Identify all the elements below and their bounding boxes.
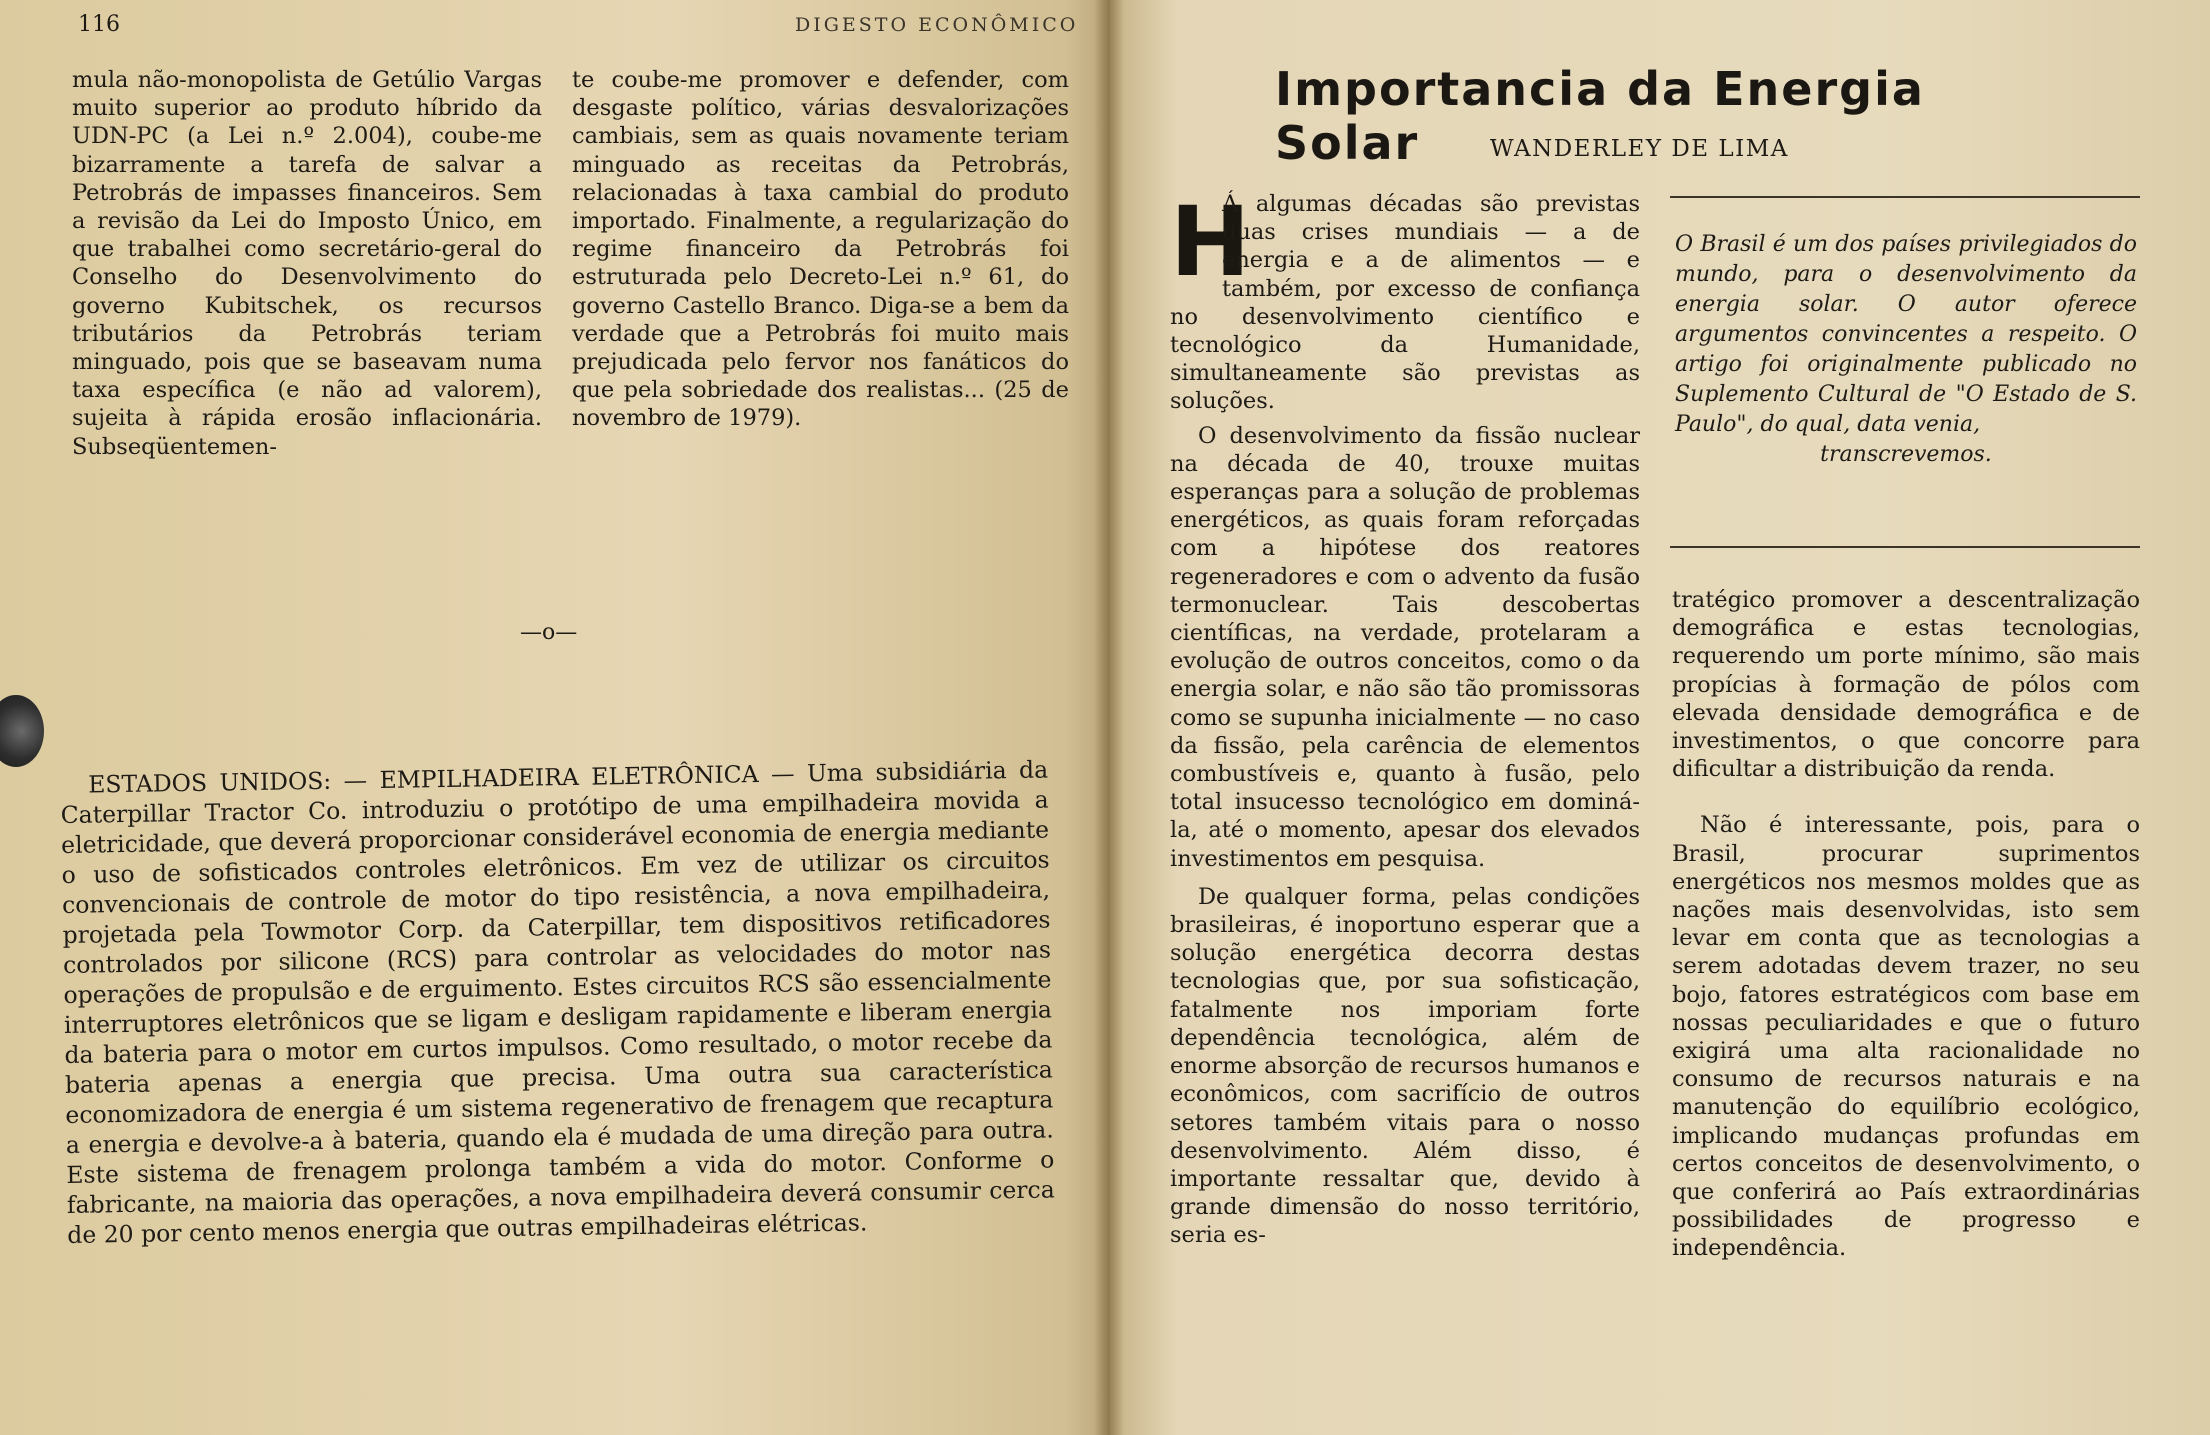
abstract-rule-top: [1670, 196, 2140, 198]
article-abstract-end: transcrevemos.: [1820, 442, 1992, 467]
article-paragraph-2: O desenvolvimento da fissão nuclear na década de 40, trouxe muitas esperanças para a solução de problemas energéticos, as quais foram reforçadas com a hipótese dos reatores regeneradores e com o advento da fusão termonuclear. Tais descobertas científicas, na verdade, protelaram a evolução de outros conceitos, como o da energia solar, e não são tão promissoras como se supunha inicialmente — no caso da fissão, pela carência de elementos combustíveis e, quanto à fusão, pelo total insucesso tecnológico em dominá-la, até o momento, apesar dos elevados investimentos em pesquisa.: [1170, 422, 1640, 872]
article-author: WANDERLEY DE LIMA: [1490, 136, 1789, 162]
article-paragraph-1: [1170, 186, 1640, 416]
article-paragraph-1-text: Á algumas décadas são previstas duas crises mundiais — a de energia e a de alimentos — e também, por excesso de confiança no desenvolvimento científico e tecnológico da Humanidade, simultaneamente são previstas as soluções.: [1170, 191, 1640, 415]
book-spine: [1094, 0, 1124, 1435]
left-column-2: [572, 66, 1069, 433]
binder-hole: [0, 695, 44, 767]
news-item-text: ESTADOS UNIDOS: — EMPILHADEIRA ELETRÔNICA — Uma subsidiária da Caterpillar Tractor Co. introduziu o protótipo de uma empilhadeira movida a eletricidade, que deverá proporcionar considerável economia de energia mediante o uso de sofisticados controles eletrônicos. Em vez de utilizar os circuitos convencionais de controle de motor do tipo resistência, a nova empilhadeira, projetada pela Towmotor Corp. da Caterpillar, tem dispositivos retificadores controlados por silicone (RCS) para controlar as velocidades do motor nas operações de propulsão e de erguimento. Estes circuitos RCS são essencialmente interruptores eletrônicos que se ligam e desligam rapidamente e liberam energia da bateria para o motor em curtos impulsos. Como resultado, o motor recebe da bateria apenas a energia que precisa. Uma outra sua característica economizadora de energia é um sistema regenerativo de frenagem que recaptura a energia e devolve-a à bateria, quando ela é mudada de uma direção para outra. Este sistema de frenagem prolonga também a vida do motor. Conforme o fabricante, na maioria das operações, a nova empilhadeira deverá consumir cerca de 20 por cento menos energia que outras empilhadeiras elétricas.: [60, 755, 1055, 1249]
article-abstract: [1675, 230, 2137, 470]
article-column-2: [1672, 586, 2140, 1263]
drop-cap: H: [1170, 186, 1251, 298]
left-column-1-text: mula não-monopolista de Getúlio Vargas muito superior ao produto híbrido da UDN-PC (a Lei n.º 2.004), coube-me bizarramente a tarefa de salvar a Petrobrás de impasses financeiros. Sem a revisão da Lei do Imposto Único, em que trabalhei como secretário-geral do Conselho do Desenvolvimento do governo Kubitschek, os recursos tributários da Petrobrás teriam minguado, pois que se baseavam numa taxa específica (e não ad valorem), sujeita à rápida erosão inflacionária. Subseqüentemen-: [72, 67, 542, 460]
news-item: [60, 754, 1055, 1249]
article-paragraph-3: De qualquer forma, pelas condições brasileiras, é inoportuno esperar que a solução energética decorra destas tecnologias que, por sua sofisticação, fatalmente nos imporiam forte dependência tecnológica, além de enorme absorção de recursos humanos e econômicos, com sacrifício de outros setores também vitais para o nosso desenvolvimento. Além disso, é importante ressaltar que, devido à grande dimensão do nosso território, seria es-: [1170, 883, 1640, 1249]
section-separator: —o—: [520, 620, 578, 645]
article-title: Importancia da Energia Solar: [1275, 62, 1925, 170]
article-abstract-text: O Brasil é um dos países privilegiados do mundo, para o desenvolvimento da energia solar. O autor oferece argumentos convincentes a respeito. O artigo foi originalmente publicado no Suplemento Cultural de "O Estado de S. Paulo", do qual, data venia,: [1675, 232, 2137, 437]
page-number: 116: [78, 12, 120, 37]
article-column-1: [1170, 186, 1640, 1250]
left-column-1: [72, 66, 542, 461]
abstract-rule-bottom: [1670, 546, 2140, 548]
article-paragraph-4: tratégico promover a descentralização demográfica e estas tecnologias, requerendo um porte mínimo, são mais propícias à formação de pólos com elevada densidade demográfica e de investimentos, o que concorre para dificultar a distribuição da renda.: [1672, 587, 2140, 783]
running-head: DIGESTO ECONÔMICO: [795, 14, 1079, 36]
left-column-2-text: te coube-me promover e defender, com desgaste político, várias desvalorizações cambiais, sem as quais novamente teriam minguado as receitas da Petrobrás, relacionadas à taxa cambial do produto importado. Finalmente, a regularização do regime financeiro da Petrobrás foi estruturada pelo Decreto-Lei n.º 61, do governo Castello Branco. Diga-se a bem da verdade que a Petrobrás foi muito mais prejudicada pelo fervor nos fanáticos do que pela sobriedade dos realistas... (25 de novembro de 1979).: [572, 67, 1069, 432]
article-paragraph-5: Não é interessante, pois, para o Brasil, procurar suprimentos energéticos nos mesmos moldes que as nações mais desenvolvidas, isto sem levar em conta que as tecnologias a serem adotadas devem trazer, no seu bojo, fatores estratégicos com base em nossas peculiaridades e que o futuro exigirá uma alta racionalidade no consumo de recursos naturais e na manutenção do equilíbrio ecológico, implicando mudanças profundas em certos conceitos de desenvolvimento, o que conferirá ao País extraordinárias possibilidades de progresso e independência.: [1672, 812, 2140, 1262]
